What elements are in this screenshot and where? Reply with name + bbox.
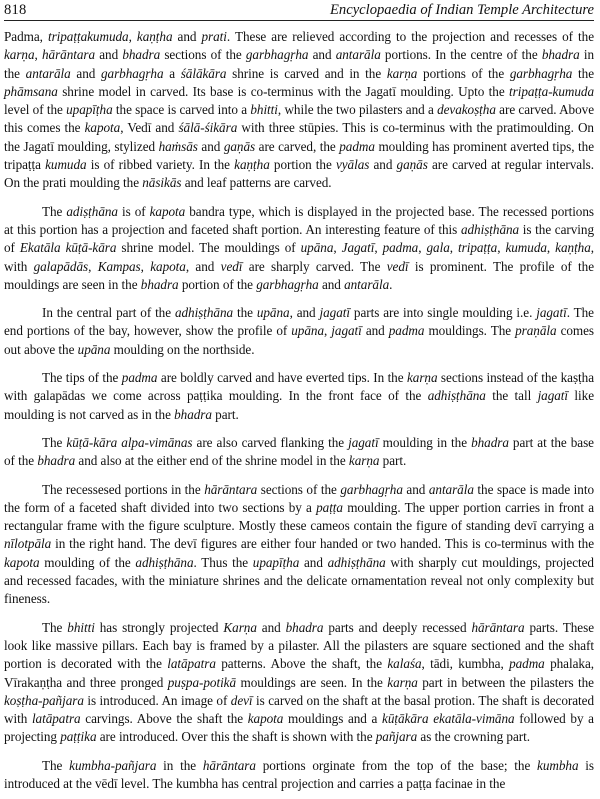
book-title: Encyclopaedia of Indian Temple Architecture <box>330 2 594 18</box>
text-run: and <box>361 323 389 339</box>
text-run: The <box>42 619 68 635</box>
italic-term: Kampas <box>97 258 141 274</box>
text-run: The <box>42 757 70 773</box>
text-run: as the crowning part. <box>417 729 530 745</box>
italic-term: jagatī <box>331 323 362 339</box>
text-run: parts and deeply recessed <box>323 619 472 635</box>
italic-term: śālā-śikāra <box>178 120 238 136</box>
text-run: comes out above the <box>4 323 595 357</box>
text-run: are introduced. Over this the shaft is shown with the <box>96 729 376 745</box>
text-run: sections instead of the kaṣṭha with galapādas we come across paṭṭika moulding. In the front face of the <box>4 370 594 404</box>
body-text <box>4 28 594 793</box>
text-run: and <box>308 47 336 63</box>
italic-term: garbhagṛha <box>101 65 164 81</box>
text-run: with three stūpies. This is co-terminus with the pratimoulding. On the Jagatī moulding, stylized <box>4 120 594 154</box>
text-run: are boldly carved and have everted tips. In the <box>157 370 407 386</box>
text-run: portions of the <box>417 65 510 81</box>
italic-term: garbhagṛha <box>509 65 573 81</box>
text-run: , <box>324 323 332 339</box>
italic-term: puṣpa-potikā <box>167 674 237 690</box>
paragraph <box>4 757 594 794</box>
italic-term: gaṇās <box>223 138 256 154</box>
paragraph <box>4 481 594 609</box>
text-run: , <box>497 240 506 256</box>
italic-term: antarāla <box>25 65 71 81</box>
italic-term: bhadra <box>140 276 179 292</box>
italic-term: upapīṭha <box>66 102 113 118</box>
text-run: is of <box>117 203 150 219</box>
text-run: and leaf patterns are carved. <box>181 175 332 191</box>
italic-term: karṇa <box>4 47 35 63</box>
italic-term: antarāla <box>335 47 381 63</box>
italic-term: vedī <box>386 258 409 274</box>
text-run: The recessesed portions in the <box>42 481 205 497</box>
italic-term: adhiṣṭhāna <box>174 305 234 321</box>
text-run: The <box>42 203 67 219</box>
text-run: carvings. Above the shaft the <box>80 711 248 727</box>
italic-term: Jagatī <box>341 240 375 256</box>
text-run: and <box>172 29 202 44</box>
italic-term: paṭṭika <box>60 729 97 745</box>
italic-term: adhiṣṭhāna <box>135 554 194 570</box>
text-run: mouldings. The <box>424 323 516 339</box>
italic-term: padma <box>509 656 545 672</box>
text-run: followed by a projecting <box>4 711 594 745</box>
text-run: moulding of the <box>39 554 136 570</box>
text-run: is introduced. An image of <box>83 692 231 708</box>
italic-term: hārāntara <box>41 47 96 63</box>
text-run: the space is made into the form of a faceted shaft divided into two sections by a <box>4 481 594 515</box>
italic-term: kapota <box>84 120 121 136</box>
text-run: shrine model. The mouldings of <box>116 240 301 256</box>
italic-term: hārāntara <box>202 757 256 773</box>
paragraph <box>4 203 594 294</box>
text-run: , with <box>4 240 595 274</box>
italic-term: tripaṭṭa-kumuda <box>509 83 594 99</box>
italic-term: jagatī <box>348 434 379 450</box>
text-run: , and <box>289 305 320 321</box>
text-run: . <box>389 276 393 292</box>
text-run: and <box>318 276 345 292</box>
text-run: . The end portions of the bay, however, show the profile of <box>4 305 594 339</box>
text-run: The tips of the <box>42 370 122 386</box>
text-run: , <box>546 240 556 256</box>
text-run: Padma, <box>4 29 48 44</box>
italic-term: prati <box>201 29 227 44</box>
text-run: , Vedī and <box>120 120 179 136</box>
text-run: has strongly projected <box>94 619 224 635</box>
italic-term: haṁsās <box>158 138 198 154</box>
text-run: the <box>233 305 257 321</box>
italic-term: galapādās <box>33 258 89 274</box>
text-run: , while the two pilasters and a <box>277 102 438 118</box>
italic-term: karṇa <box>387 674 418 690</box>
text-run: , <box>333 240 342 256</box>
text-run: is carved on the shaft at the basal protion. The shaft is decorated with <box>4 692 595 727</box>
text-run: portions. In the centre of the <box>380 47 542 63</box>
text-run: with sharply cut mouldings, projected and recessed facades, with the miniature shrines and the delicate ornamentation reveal not only complexity but fineness. <box>4 554 594 607</box>
italic-term: bhadra <box>541 47 580 63</box>
paragraph <box>4 619 594 747</box>
italic-term: karṇa <box>406 370 438 386</box>
text-run: , <box>418 240 427 256</box>
text-run: are sharply carved. The <box>242 258 387 274</box>
text-run: and <box>70 65 101 81</box>
text-run: phalaka, Vīrakaṇṭha and three pronged <box>4 656 594 690</box>
text-run: shrine model in carved. Its base is co-terminus with the Jagatī moulding. Upto the <box>57 83 510 99</box>
text-run: , <box>88 258 98 274</box>
text-run: . These are relieved according to the projection and recesses of the <box>226 29 594 44</box>
italic-term: kumuda <box>45 157 87 173</box>
italic-term: garbhagṛha <box>340 481 403 497</box>
paragraph <box>4 369 594 424</box>
text-run: are carved. Above this comes the <box>4 102 594 136</box>
text-run: mouldings are seen. In the <box>236 674 388 690</box>
text-run: . Thus the <box>193 554 253 570</box>
text-run: , tādi, kumbha, <box>421 656 510 672</box>
text-run: part at the base of the <box>4 434 594 469</box>
text-run: and also at the either end of the shrine model in the <box>75 453 349 469</box>
italic-term: jagatī <box>537 388 569 404</box>
text-run: is introduced at the vēdī level. The kumbha has central projection and carries a paṭṭa facinae in the <box>4 757 594 791</box>
text-run: are carved, the <box>255 138 340 154</box>
italic-term: paṭṭa <box>316 499 343 515</box>
text-run: and <box>299 554 328 570</box>
text-run: moulding. The upper portion carries in front a rectangular frame with the figure sculpture. Mostly these cameos contain the figure of standing devī carrying a <box>4 499 594 534</box>
italic-term: upāna <box>77 341 111 357</box>
italic-term: phāmsana <box>4 83 58 99</box>
italic-term: kapota <box>4 554 40 570</box>
italic-term: upapīṭha <box>252 554 300 570</box>
italic-term: kaṇṭha <box>136 29 173 44</box>
italic-term: padma <box>339 138 375 154</box>
italic-term: padma <box>388 323 425 339</box>
text-run: are also carved flanking the <box>192 434 349 450</box>
italic-term: devī <box>230 692 253 708</box>
italic-term: garbhagṛha <box>245 47 309 63</box>
text-run: moulding has prominent averted tips, the tripaṭṭa <box>4 138 594 173</box>
text-run: like moulding is not carved as in the <box>4 388 594 422</box>
italic-term: karṇa <box>348 453 380 469</box>
italic-term: upāna <box>256 305 290 321</box>
text-run: sections of the <box>257 481 341 497</box>
italic-term: kūṭākāra ekatāla-vimāna <box>382 711 515 727</box>
italic-term: latāpatra <box>167 656 216 672</box>
text-run: the space is carved into a <box>112 102 251 118</box>
italic-term: adhiṣṭhāna <box>327 554 386 570</box>
italic-term: kalaśa <box>387 656 422 672</box>
text-run: a <box>163 65 181 81</box>
text-run: and <box>256 619 286 635</box>
text-run: , <box>128 29 137 44</box>
text-run: , and <box>185 258 221 274</box>
italic-term: tripaṭṭakumuda <box>47 29 129 44</box>
italic-term: hārāntara <box>204 481 258 497</box>
text-run: shrine is carved and in the <box>226 65 387 81</box>
text-run: in the <box>4 47 595 81</box>
text-run: and <box>197 138 224 154</box>
italic-term: vedī <box>220 258 243 274</box>
italic-term: antarāla <box>344 276 390 292</box>
text-run: moulding on the northside. <box>110 341 255 357</box>
italic-term: kapota <box>149 203 186 219</box>
text-run: and <box>95 47 123 63</box>
italic-term: garbhagṛha <box>256 276 319 292</box>
italic-term: jagatī <box>319 305 350 321</box>
paragraph <box>4 28 594 193</box>
italic-term: gala <box>426 240 450 256</box>
text-run: moulding in the <box>378 434 472 450</box>
italic-term: kumuda <box>505 240 547 256</box>
text-run: bandra type, which is displayed in the projected base. The recessed portions at this portion has a projection and faceted shaft portion. An interesting feature of this <box>4 203 594 237</box>
italic-term: adhiṣṭhāna <box>460 221 520 237</box>
italic-term: bhadra <box>285 619 324 635</box>
italic-term: kapota <box>150 258 186 274</box>
italic-term: adhiṣṭhāna <box>427 388 486 404</box>
italic-term: koṣṭha-pañjara <box>4 692 84 708</box>
italic-term: bhadra <box>37 453 76 469</box>
italic-term: upāna <box>291 323 324 339</box>
italic-term: nāsikās <box>142 175 182 191</box>
italic-term: padma <box>121 370 158 386</box>
text-run: the tall <box>485 388 538 404</box>
italic-term: Karṇa <box>223 619 257 635</box>
italic-term: vyālas <box>335 157 370 173</box>
paragraph <box>4 304 594 359</box>
italic-term: antarāla <box>428 481 474 497</box>
text-run: and <box>369 157 397 173</box>
italic-term: gaṇās <box>396 157 428 173</box>
text-run: part. <box>379 453 407 469</box>
page-number: 818 <box>4 2 27 18</box>
italic-term: bhadra <box>122 47 161 63</box>
text-run: The <box>42 434 67 450</box>
text-run: In the central part of the <box>42 305 175 321</box>
italic-term: jagatī <box>536 305 567 321</box>
text-run: portion the <box>269 157 336 173</box>
italic-term: kaṇṭha <box>555 240 591 256</box>
text-run: mouldings and a <box>283 711 383 727</box>
text-run: parts are into single moulding i.e. <box>350 305 537 321</box>
italic-term: adiṣṭhāna <box>66 203 118 219</box>
text-run: are carved at regular intervals. On the prati moulding the <box>4 157 595 191</box>
text-run: is of ribbed variety. In the <box>86 157 235 173</box>
text-run: , <box>34 47 42 63</box>
italic-term: latāpatra <box>31 711 81 727</box>
text-run: , <box>449 240 459 256</box>
italic-term: kapota <box>247 711 284 727</box>
italic-term: tripaṭṭa <box>458 240 498 256</box>
text-run: portions orginate from the top of the base; the <box>255 757 538 773</box>
text-run: sections of the <box>160 47 246 63</box>
italic-term: praṇāla <box>515 323 557 339</box>
italic-term: bhitti <box>250 102 278 118</box>
text-run: in the <box>156 757 203 773</box>
text-run: portion of the <box>178 276 257 292</box>
text-run: the <box>572 65 595 81</box>
italic-term: kumbha <box>537 757 579 773</box>
italic-term: padma <box>382 240 419 256</box>
italic-term: bhitti <box>67 619 95 635</box>
text-run: and <box>402 481 429 497</box>
italic-term: hārāntara <box>471 619 525 635</box>
italic-term: pañjara <box>375 729 418 745</box>
italic-term: upāna <box>300 240 334 256</box>
italic-term: kumbha-pañjara <box>69 757 157 773</box>
text-run: is the carving of <box>4 221 594 256</box>
text-run: in the right hand. The devī figures are either four handed or two handed. This is co-terminus with the <box>51 536 594 552</box>
italic-term: karṇa <box>386 65 418 81</box>
italic-term: śālākāra <box>180 65 227 81</box>
italic-term: bhadra <box>174 406 212 422</box>
italic-term: kūṭā-kāra alpa-vimānas <box>66 434 193 450</box>
text-run: , <box>140 258 151 274</box>
italic-term: bhadra <box>471 434 509 450</box>
italic-term: nīlotpāla <box>4 536 52 552</box>
paragraph <box>4 434 594 471</box>
italic-term: Ekatāla kūṭā-kāra <box>19 240 117 256</box>
text-run: part. <box>211 406 239 422</box>
text-run: is prominent. The profile of the mouldings are seen in the <box>4 258 595 292</box>
text-run: parts. These look like massive pillars. Each bay is framed by a pilaster. All the pilasters are square sectioned and the shaft portion is decorated with the <box>4 619 594 672</box>
running-header <box>4 2 594 21</box>
italic-term: kaṇṭha <box>234 157 270 173</box>
text-run: part in between the pilasters the <box>417 674 594 690</box>
italic-term: devakoṣṭha <box>437 102 496 118</box>
text-run: level of the <box>4 102 67 118</box>
text-run: , <box>374 240 383 256</box>
text-run: patterns. Above the shaft, the <box>215 656 388 672</box>
